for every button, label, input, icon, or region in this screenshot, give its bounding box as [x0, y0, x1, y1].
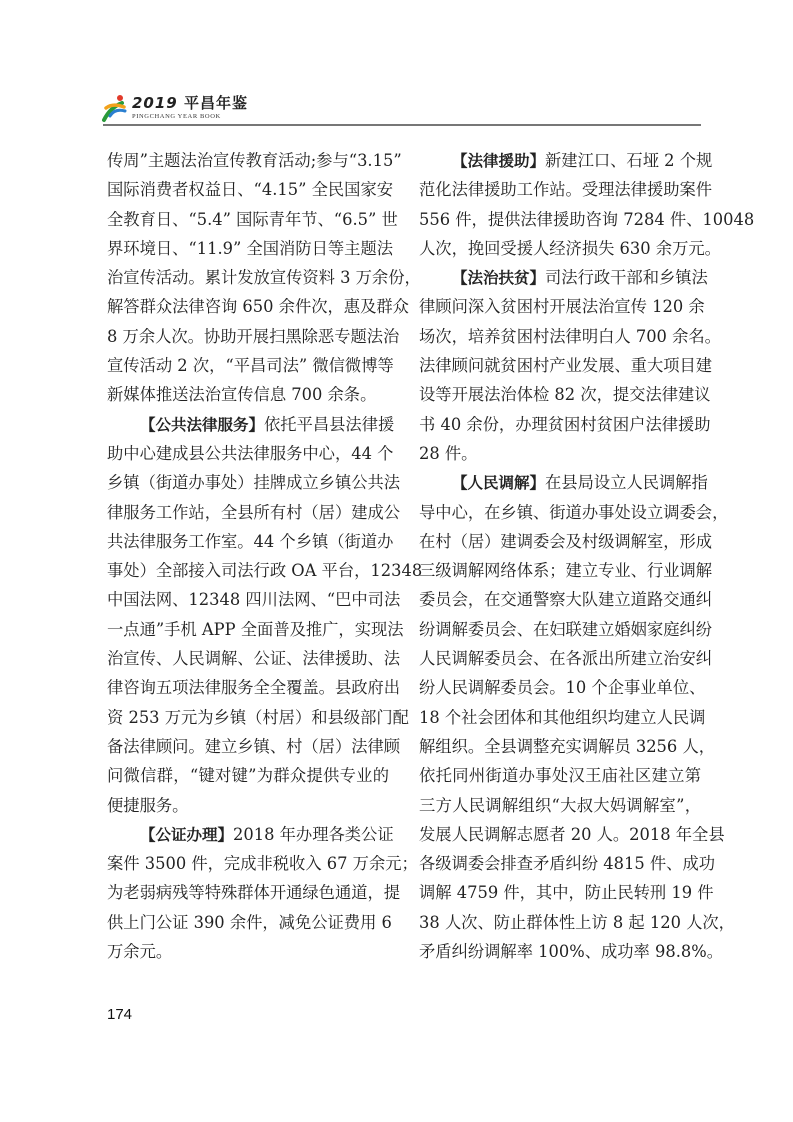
line-text: 资 253 万元为乡镇（村居）和县级部门配 [107, 707, 409, 727]
text-line [107, 673, 401, 702]
paragraph [107, 146, 421, 410]
line-text: 为老弱病残等特殊群体开通绿色通道，提 [107, 883, 401, 903]
line-text: 解组织。全县调整充实调解员 3256 人， [419, 736, 716, 756]
text-line [107, 410, 395, 439]
line-text: 调解 4759 件，其中，防止民转刑 19 件 [419, 883, 714, 903]
page-number: 174 [107, 1006, 133, 1023]
text-line [419, 556, 713, 585]
line-text: 38 人次、防止群体性上访 8 起 120 人次， [419, 912, 735, 932]
line-text: 界环境日、“11.9” 全国消防日等主题法 [107, 238, 394, 258]
line-text: 治宣传活动。累计发放宣传资料 3 万余份， [107, 268, 421, 288]
title-year: 2019 [132, 94, 178, 112]
text-line [107, 234, 394, 263]
text-line [107, 175, 394, 204]
text-line [107, 761, 389, 790]
text-line [419, 322, 721, 351]
text-line [419, 644, 713, 673]
text-line [107, 205, 398, 234]
text-line [419, 615, 713, 644]
text-line [107, 878, 401, 907]
text-line [419, 439, 701, 468]
line-text: 在县局设立人民调解指 [545, 473, 708, 493]
line-text: 便捷服务。 [107, 795, 189, 815]
text-line [419, 761, 701, 790]
line-text: 问微信群，“键对键”为群众提供专业的 [107, 766, 389, 786]
line-text: 范化法律援助工作站。受理法律援助案件 [419, 180, 713, 200]
pingchang-yearbook-logo-icon [100, 94, 128, 124]
text-line [419, 263, 708, 292]
paragraph [419, 146, 755, 263]
line-text: 案件 3500 件，完成非税收入 67 万余元； [107, 854, 418, 874]
text-line [419, 527, 713, 556]
text-line [419, 937, 723, 966]
text-line [107, 644, 401, 673]
line-text: 人民调解委员会、在各派出所建立治安纠 [419, 649, 713, 669]
text-line [107, 527, 394, 556]
paragraph [107, 410, 423, 820]
text-line [419, 585, 713, 614]
line-text: 法律顾问就贫困村产业发展、重大项目建 [419, 356, 713, 376]
line-text: 备法律顾问。建立乡镇、村（居）法律顾 [107, 736, 401, 756]
yearbook-brand [132, 94, 248, 121]
line-text: 2018 年办理各类公证 [233, 824, 394, 844]
text-line [107, 820, 394, 849]
line-text: 新媒体推送法治宣传信息 700 余条。 [107, 385, 377, 405]
line-text: 供上门公证 390 余件，减免公证费用 6 [107, 912, 392, 932]
text-line [107, 908, 392, 937]
yearbook-title [132, 94, 248, 112]
line-text: 纷调解委员会、在妇联建立婚姻家庭纠纷 [419, 619, 713, 639]
line-text: 设等开展法治体检 82 次，提交法律建议 [419, 385, 711, 405]
line-text: 书 40 余份，办理贫困村贫困户法律援助 [419, 414, 711, 434]
line-text: 导中心，在乡镇、街道办事处设立调委会， [419, 502, 729, 522]
text-line [107, 468, 401, 497]
line-text: 全教育日、“5.4” 国际青年节、“6.5” 世 [107, 209, 398, 229]
line-text: 国际消费者权益日、“4.15” 全民国家安 [107, 180, 394, 200]
line-text: 人次，挽回受援人经济损失 630 余万元。 [419, 238, 721, 258]
paragraph [419, 468, 735, 966]
line-text: 场次，培养贫困村法律明白人 700 余名。 [419, 326, 721, 346]
section-heading: 【人民调解】 [452, 474, 546, 493]
title-text: 平昌年鉴 [183, 94, 248, 112]
text-line [419, 410, 711, 439]
text-line [107, 791, 389, 820]
line-text: 依托同州街道办事处汉王庙社区建立第 [419, 766, 701, 786]
text-line [419, 205, 755, 234]
line-text: 三级调解网络体系；建立专业、行业调解 [419, 561, 713, 581]
right-column [419, 146, 755, 966]
left-column [107, 146, 423, 966]
text-line [419, 732, 716, 761]
text-line [419, 673, 706, 702]
line-text: 律顾问深入贫困村开展法治宣传 120 余 [419, 297, 705, 317]
line-text: 万余元。 [107, 942, 173, 962]
line-text: 纷人民调解委员会。10 个企事业单位、 [419, 678, 706, 698]
line-text: 治宣传、人民调解、公证、法律援助、法 [107, 649, 401, 669]
line-text: 中国法网、12348 四川法网、“巴中司法 [107, 590, 401, 610]
line-text: 律咨询五项法律服务全全覆盖。县政府出 [107, 678, 401, 698]
text-line [419, 849, 716, 878]
text-line [419, 380, 711, 409]
text-line [419, 878, 714, 907]
line-text: 助中心建成县公共法律服务中心，44 个 [107, 443, 394, 463]
line-text: 发展人民调解志愿者 20 人。2018 年全县 [419, 824, 725, 844]
section-heading: 【法治扶贫】 [452, 269, 546, 288]
section-heading: 【法律援助】 [452, 152, 546, 170]
text-line [107, 380, 389, 409]
text-line [107, 322, 400, 351]
text-line [107, 292, 409, 321]
line-text: 律服务工作站，全县所有村（居）建成公 [107, 502, 401, 522]
text-line [419, 175, 713, 204]
text-line [107, 732, 401, 761]
yearbook-subtitle: PINGCHANG YEAR BOOK [132, 113, 221, 120]
paragraph [419, 263, 721, 468]
text-line [107, 937, 389, 966]
text-line [419, 146, 713, 175]
text-line [107, 146, 402, 175]
line-text: 宣传活动 2 次，“平昌司法” 微信微博等 [107, 356, 394, 376]
line-text: 8 万余人次。协助开展扫黑除恶专题法治 [107, 326, 400, 346]
text-line [107, 585, 401, 614]
line-text: 新建江口、石垭 2 个规 [545, 151, 713, 170]
text-line [419, 703, 706, 732]
text-line [107, 351, 394, 380]
line-text: 各级调委会排查矛盾纠纷 4815 件、成功 [419, 854, 716, 874]
text-line [107, 263, 421, 292]
line-text: 依托平昌县法律援 [264, 414, 395, 434]
line-text: 委员会，在交通警察大队建立道路交通纠 [419, 590, 713, 610]
text-line [419, 468, 708, 497]
text-line [107, 556, 423, 585]
line-text: 三方人民调解组织“大叔大妈调解室”， [419, 795, 701, 815]
line-text: 矛盾纠纷调解率 100%、成功率 98.8%。 [419, 942, 723, 962]
section-heading: 【公证办理】 [140, 825, 234, 844]
text-line [107, 615, 404, 644]
line-text: 司法行政干部和乡镇法 [545, 268, 708, 288]
text-line [419, 791, 701, 820]
header-rule [103, 124, 701, 126]
line-text: 556 件，提供法律援助咨询 7284 件、10048 [419, 209, 755, 229]
text-line [419, 234, 721, 263]
line-text: 18 个社会团体和其他组织均建立人民调 [419, 707, 706, 727]
text-line [107, 849, 418, 878]
line-text: 共法律服务工作室。44 个乡镇（街道办 [107, 531, 394, 551]
paragraph [107, 820, 418, 966]
line-text: 传周”主题法治宣传教育活动;参与“3.15” [107, 151, 402, 170]
text-line [419, 292, 705, 321]
line-text: 事处）全部接入司法行政 OA 平台，12348 [107, 561, 423, 581]
line-text: 28 件。 [419, 443, 478, 463]
text-line [419, 820, 725, 849]
line-text: 一点通”手机 APP 全面普及推广，实现法 [107, 619, 404, 639]
text-line [107, 498, 401, 527]
line-text: 乡镇（街道办事处）挂牌成立乡镇公共法 [107, 473, 401, 493]
text-line [107, 439, 394, 468]
text-line [107, 703, 409, 732]
text-line [419, 498, 729, 527]
line-text: 在村（居）建调委会及村级调解室，形成 [419, 531, 713, 551]
text-line [419, 908, 735, 937]
line-text: 解答群众法律咨询 650 余件次，惠及群众 [107, 297, 409, 317]
text-line [419, 351, 713, 380]
section-heading: 【公共法律服务】 [140, 415, 265, 434]
